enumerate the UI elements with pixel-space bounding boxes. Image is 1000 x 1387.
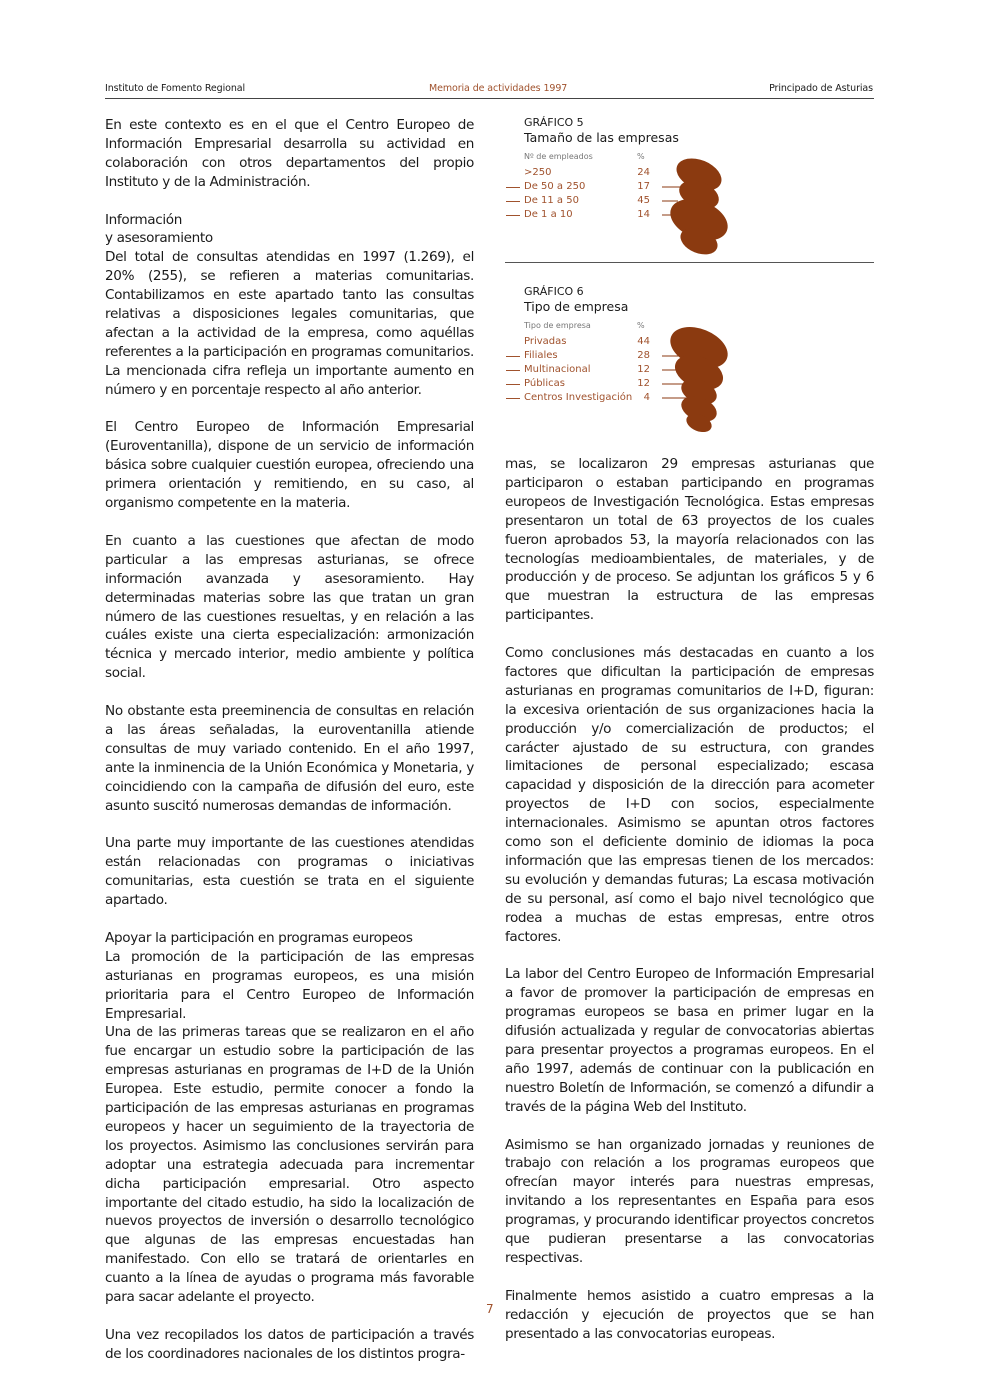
paragraph: Una vez recopilados los datos de participación a través de los coordinadores nacionales de los distintos progra- (105, 1326, 474, 1362)
value-label: 4 (643, 392, 650, 403)
chart-rows (524, 335, 874, 405)
paragraph: En este contexto es en el que el Centro Europeo de Información Empresarial desarrolla su actividad en colaboración con otros departamentos del propio Instituto y de la Administración. (105, 117, 474, 190)
leader-tick (506, 187, 520, 188)
paragraph: mas, se localizaron 29 empresas asturianas que participaron o estaban participando en programas europeos de Investigación Tecnológica. Estas empresas presentaron un total de 63 proyectos de los cuales fueron aprobados 53, la mayoría relacionados con las tecnologías medioambientales, de materiales, y de producción y de proceso. Se adjuntan los gráficos 5 y 6 que muestran la estructura de las empresas participantes. (505, 456, 874, 624)
chart-title: GRÁFICO 6 (524, 285, 584, 298)
category-label: Públicas (524, 378, 565, 389)
category-label: Filiales (524, 350, 558, 361)
chart-rows (524, 166, 874, 222)
header-report-title: Memoria de actividades 1997 (429, 83, 568, 94)
value-label: 12 (637, 378, 650, 389)
value-label: 45 (637, 195, 650, 206)
chart-company-size (524, 116, 874, 222)
category-label: De 11 a 50 (524, 195, 579, 206)
chart-subtitle: Tipo de empresa (524, 299, 629, 314)
paragraph: Una parte muy importante de las cuestiones atendidas están relacionadas con programas o iniciativas comunitarias, esta cuestión se trata en el siguiente apartado. (105, 835, 474, 909)
category-label: >250 (524, 167, 552, 178)
section-heading: Información (105, 211, 182, 228)
paragraph: El Centro Europeo de Información Empresarial (Euroventanilla), dispone de un servicio de información básica sobre cualquier cuestión europea, ofreciendo una primera orientación y remitiendo, en su caso, al organismo competente en la materia. (105, 419, 474, 512)
paragraph: En cuanto a las cuestiones que afectan de modo particular a las empresas asturianas, se ofrece información avanzada y asesoramiento. Hay determinadas materias sobre las que tratan un gran número de las cuestiones resueltas, y en relación a las cuáles existe una cierta especialización: armonización técnica y mercado interior, medio ambiente y política social. (105, 532, 474, 682)
chart-svg (524, 335, 764, 425)
chart-company-type (524, 285, 874, 405)
value-label: 24 (637, 167, 650, 178)
chart-subtitle: Tamaño de las empresas (524, 130, 679, 145)
paragraph: Asimismo se han organizado jornadas y reuniones de trabajo con relación a los programas europeos que ofrecían mayor interés para nuestras empresas, invitando a los representantes en España para esos programas, y procurando identificar proyectos concretos que pudieran presentarse a las convocatorias respectivas. (505, 1136, 874, 1267)
paragraph: Una de las primeras tareas que se realizaron en el año fue encargar un estudio sobre la participación de las empresas asturianas en programas de I+D de la Unión Europea. Este estudio, permite conocer a fondo la participación de las empresas asturianas en programas europeos y hacer un seguimiento de la trayectoria de los proyectos. Asimismo las conclusiones servirán para adoptar una estrategia adecuada para incrementar dicha participación empresarial. Otro aspecto importante del citado estudio, ha sido la localización de nuevos proyectos de inversión o desarrollo tecnológico que algunas de las empresas encuestadas han manifestado. Con ello se tratará de orientarles en cuanto a la línea de ayudas o programa más favorable para sacar adelante el proyecto. (105, 1024, 474, 1306)
paragraph: No obstante esta preeminencia de consultas en relación a las áreas señaladas, la euroventanilla atiende consultas de muy variado contenido. En el año 1997, ante la inminencia de la Unión Económica y Monetaria, y coincidiendo con la campaña de difusión del euro, este asunto suscitó numerosas demandas de información. (105, 703, 474, 814)
paragraph: Del total de consultas atendidas en 1997 (1.269), el 20% (255), se refieren a materias comunitarias. Contabilizamos en este apartado tanto las consultas relativas a disposiciones legales comunitarias, que afectan a la actividad de la empresa, como aquéllas referentes a la participación en programas comunitarios. La mencionada cifra refleja un importante aumento en número y en porcentaje respecto al año anterior. (105, 249, 474, 398)
chart-header-label: Nº de empleados (524, 152, 593, 161)
page-number: 7 (486, 1302, 494, 1316)
chart-header-unit: % (637, 152, 645, 161)
value-label: 14 (637, 209, 650, 220)
category-label: De 50 a 250 (524, 181, 586, 192)
category-label: De 1 a 10 (524, 209, 573, 220)
leader-tick (506, 356, 520, 357)
chart-svg (524, 166, 764, 242)
leader-tick (506, 215, 520, 216)
header-institution: Instituto de Fomento Regional (105, 83, 246, 94)
category-label: Multinacional (524, 364, 591, 375)
chart-title: GRÁFICO 5 (524, 116, 584, 129)
header-region: Principado de Asturias (769, 83, 873, 94)
paragraph: Finalmente hemos asistido a cuatro empresas a la redacción y ejecución de proyectos que se han presentado a las convocatorias europeas. (505, 1287, 874, 1342)
value-label: 28 (637, 350, 650, 361)
header-rule (105, 98, 874, 99)
chart-divider (505, 262, 874, 263)
section-heading: Apoyar la participación en programas europeos (105, 929, 413, 946)
left-column (105, 116, 474, 1383)
paragraph: La labor del Centro Europeo de Información Empresarial a favor de promover la participación de empresas en programas europeos se basa en primer lugar en la difusión actualizada y regular de convocatorias abiertas para presentar proyectos a programas europeos. En el año 1997, además de continuar con la publicación en nuestro Boletín de Información, se comenzó a difundir a través de la página Web del Instituto. (505, 966, 874, 1115)
value-label: 17 (637, 181, 650, 192)
leader-tick (506, 201, 520, 202)
right-column (505, 455, 874, 1362)
chart-header-label: Tipo de empresa (524, 321, 591, 330)
leader-tick (506, 370, 520, 371)
chart-header-unit: % (637, 321, 645, 330)
value-label: 44 (637, 336, 650, 347)
paragraph: Como conclusiones más destacadas en cuanto a los factores que dificultan la participación de empresas asturianas en programas comunitarios de I+D, figuran: la excesiva orientación de sus organizaciones hacia la producción y/o comercialización de productos; el carácter ajustado de su estructura, con grandes limitaciones de personal especializado; escasa capacidad y disposición de la dirección para acometer proyectos de I+D con socios, especialmente internacionales. Asimismo se apuntan otros factores como son el deficiente dominio de idiomas la poca información que las empresas tienen de los mercados: su evolución y demandas futuras; La escasa motivación de su personal, así como el bajo nivel tecnológico que rodea a muchas de estas empresas, entre otros factores. (505, 645, 874, 945)
section-heading: y asesoramiento (105, 230, 213, 247)
leader-tick (506, 384, 520, 385)
value-label: 12 (637, 364, 650, 375)
paragraph: La promoción de la participación de las empresas asturianas en programas europeos, es una misión prioritaria para el Centro Europeo de Información Empresarial. (105, 948, 474, 1022)
category-label: Privadas (524, 336, 567, 347)
leader-tick (506, 398, 520, 399)
category-label: Centros Investigación (524, 392, 633, 403)
